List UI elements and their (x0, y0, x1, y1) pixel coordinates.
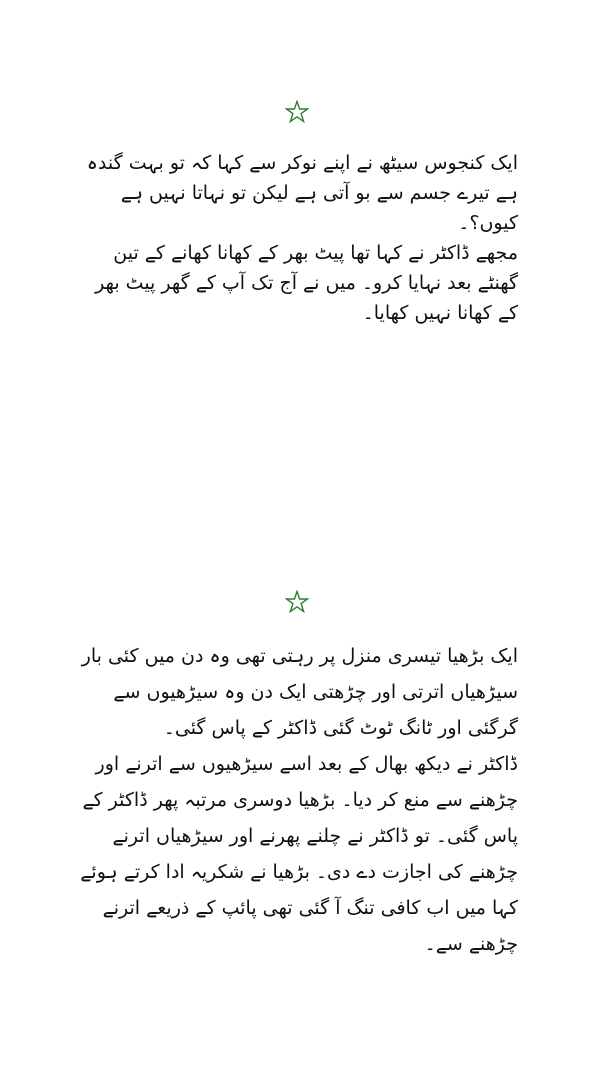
story-2 (76, 638, 518, 962)
story-2-paragraph: ایک بڑھیا تیسری منزل پر رہتی تھی وہ دن میں کئی بار سیڑھیاں اترتی اور چڑھتی ایک دن وہ سیڑھیوں سے گرگئی اور ٹانگ ٹوٹ گئی ڈاکٹر کے پاس گئی۔ (81, 645, 518, 739)
star-outline-icon (285, 590, 309, 614)
story-1 (76, 148, 518, 328)
story-1-paragraph: مجھے ڈاکٹر نے کہا تھا پیٹ بھر کے کھانا کھانے کے تین گھنٹے بعد نہایا کرو۔ میں نے آج تک آپ کے گھر پیٹ بھر کے کھانا نہیں کھایا۔ (95, 242, 518, 324)
story-1-paragraph: ایک کنجوس سیٹھ نے اپنے نوکر سے کہا کہ تو بہت گندہ ہے تیرے جسم سے بو آتی ہے لیکن تو نہاتا نہیں ہے کیوں؟۔ (86, 152, 518, 234)
story-2-paragraph: ڈاکٹر نے دیکھ بھال کے بعد اسے سیڑھیوں سے اترنے اور چڑھنے سے منع کر دیا۔ بڑھیا دوسری مرتبہ پھر ڈاکٹر کے پاس گئی۔ تو ڈاکٹر نے چلنے پھرنے اور سیڑھیاں اترنے چڑھنے کی اجازت دے دی۔ بڑھیا نے شکریہ ادا کرتے ہوئے کہا میں اب کافی تنگ آ گئی تھی پائپ کے ذریعے اترنے چڑھنے سے۔ (80, 753, 518, 955)
star-outline-icon (285, 100, 309, 124)
